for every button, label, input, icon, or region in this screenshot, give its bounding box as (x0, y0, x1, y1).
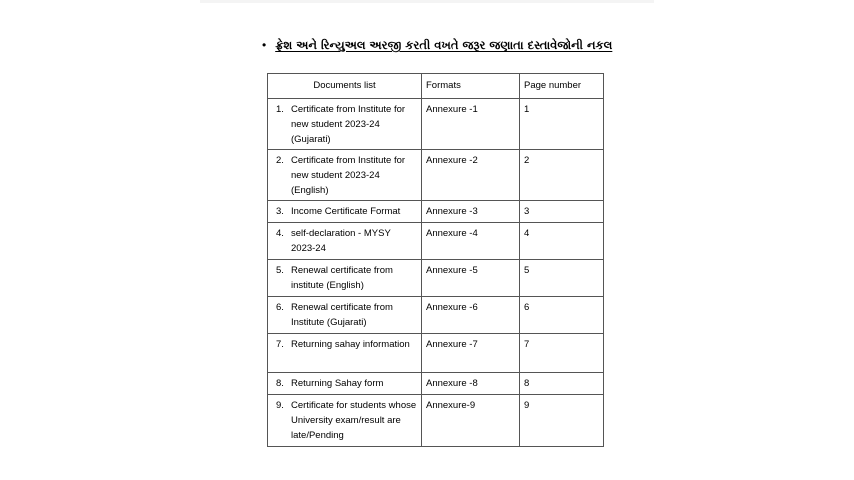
document-cell (268, 260, 422, 297)
table-row (268, 297, 604, 334)
document-cell (268, 373, 422, 395)
format-cell: Annexure -6 (422, 297, 520, 334)
table-row (268, 395, 604, 447)
page-number-cell: 3 (520, 201, 604, 223)
item-number: 8. (276, 378, 284, 389)
table-row (268, 223, 604, 260)
document-cell (268, 99, 422, 150)
table-row (268, 260, 604, 297)
item-number: 2. (276, 155, 284, 166)
header-formats: Formats (422, 74, 520, 99)
document-cell (268, 150, 422, 201)
format-cell: Annexure -4 (422, 223, 520, 260)
format-cell: Annexure -3 (422, 201, 520, 223)
page-number-cell: 8 (520, 373, 604, 395)
document-cell (268, 297, 422, 334)
document-name: Returning Sahay form (291, 378, 384, 389)
document-name: Certificate from Institute for new student 2023-24 (English) (291, 155, 406, 196)
table-row (268, 99, 604, 150)
document-name: Certificate from Institute for new student 2023-24 (Gujarati) (291, 104, 406, 145)
item-number: 9. (276, 400, 284, 411)
item-number: 4. (276, 228, 284, 239)
bullet-marker: • (262, 38, 267, 52)
item-number: 6. (276, 302, 284, 313)
table-row (268, 373, 604, 395)
format-cell: Annexure -5 (422, 260, 520, 297)
heading-row (262, 36, 612, 54)
page-number-cell: 2 (520, 150, 604, 201)
format-cell: Annexure-9 (422, 395, 520, 447)
item-number: 3. (276, 206, 284, 217)
item-number: 1. (276, 104, 284, 115)
document-name: Returning sahay information (291, 339, 410, 350)
document-name: Renewal certificate from institute (English) (291, 265, 393, 291)
document-cell (268, 334, 422, 373)
page-number-cell: 7 (520, 334, 604, 373)
table-row (268, 201, 604, 223)
table-row (268, 150, 604, 201)
table-row (268, 334, 604, 373)
page-top-edge (200, 0, 654, 3)
item-number: 7. (276, 339, 284, 350)
document-name: self-declaration - MYSY 2023-24 (291, 228, 391, 254)
documents-table (267, 73, 604, 447)
format-cell: Annexure -1 (422, 99, 520, 150)
document-name: Certificate for students whose University exam/result are late/Pending (291, 400, 417, 441)
document-cell (268, 395, 422, 447)
format-cell: Annexure -8 (422, 373, 520, 395)
section-heading: ફ્રેશ અને રિન્યુઅલ અરજી કરતી વખતે જરૂર જણાતા દસ્તાવેજોની નકલ (275, 38, 613, 52)
document-name: Income Certificate Format (291, 206, 401, 217)
format-cell: Annexure -2 (422, 150, 520, 201)
page-number-cell: 1 (520, 99, 604, 150)
page-number-cell: 5 (520, 260, 604, 297)
item-number: 5. (276, 265, 284, 276)
page-number-cell: 6 (520, 297, 604, 334)
table-header-row (268, 74, 604, 99)
document-name: Renewal certificate from Institute (Gujarati) (291, 302, 393, 328)
header-page-number: Page number (520, 74, 604, 99)
format-cell: Annexure -7 (422, 334, 520, 373)
document-cell (268, 223, 422, 260)
document-cell (268, 201, 422, 223)
page-number-cell: 9 (520, 395, 604, 447)
header-documents-list: Documents list (268, 74, 422, 99)
page-number-cell: 4 (520, 223, 604, 260)
